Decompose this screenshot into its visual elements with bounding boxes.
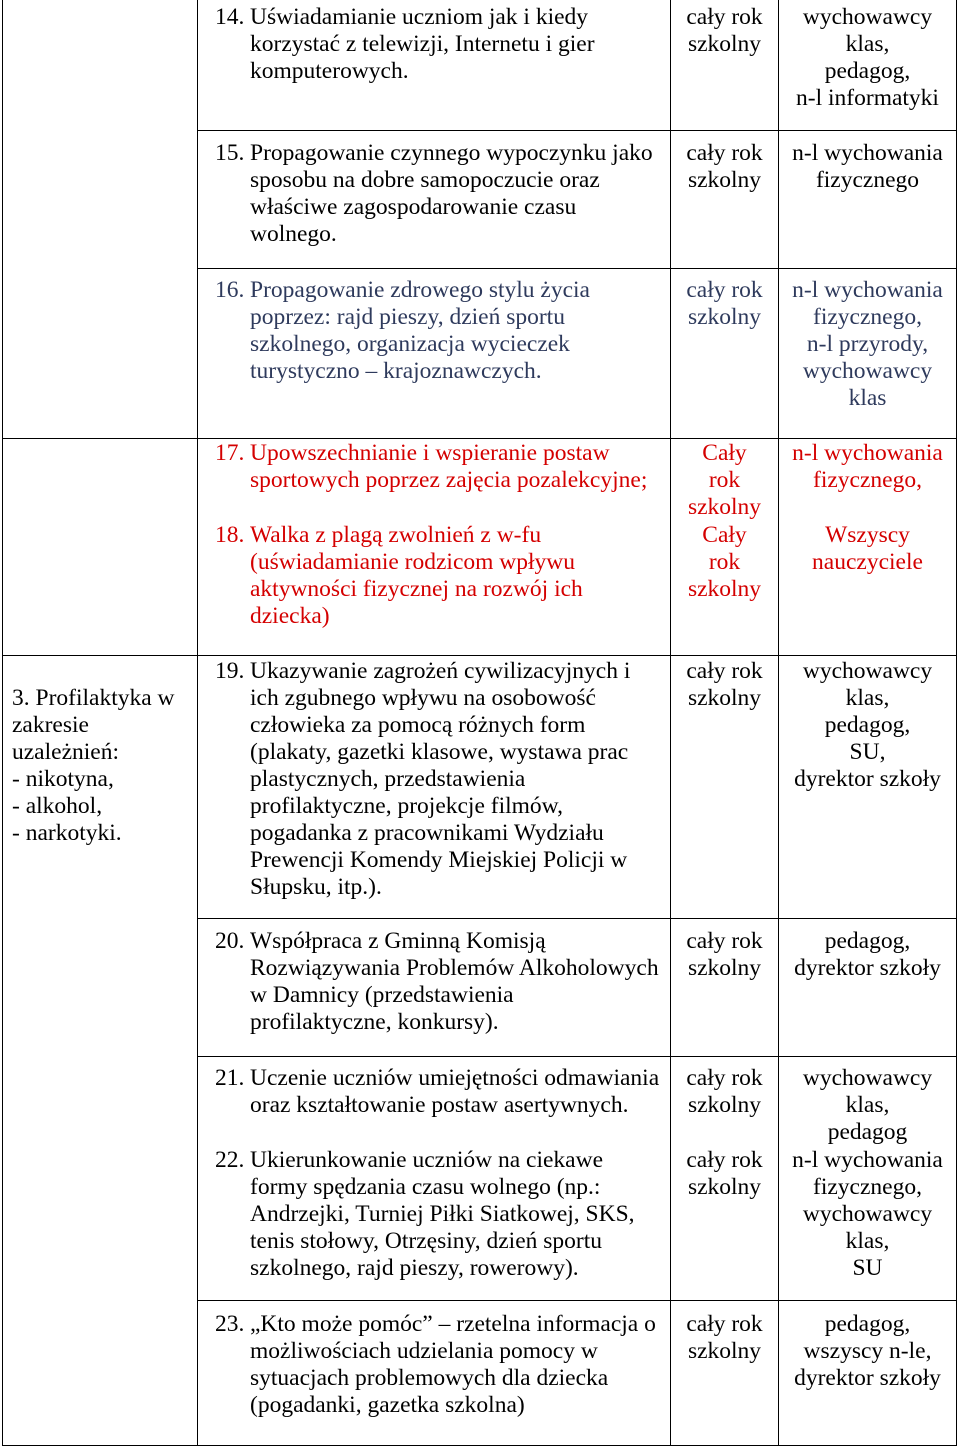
time-line: Cały [702,522,747,548]
task-line: Uświadamianie uczniom jak i kiedy [250,4,589,30]
task-number: 17. [215,440,245,466]
row-divider [197,918,957,919]
responsible-cell [779,928,956,982]
table-border-left [2,0,3,1446]
responsible-line: dyrektor szkoły [794,766,941,792]
responsible-line: Wszyscy [825,522,910,548]
task-line: Ukazywanie zagrożeń cywilizacyjnych i [250,658,631,684]
task-line: (plakaty, gazetki klasowe, wystawa prac [250,739,629,765]
task-16 [215,277,667,385]
time-line: szkolny [687,1338,762,1364]
task-line: Propagowanie zdrowego stylu życia [250,277,590,303]
task-line: plastycznych, przedstawienia [250,766,526,792]
time-line: cały rok [686,1311,763,1337]
time-line: szkolny [687,494,762,520]
responsible-line: pedagog, [824,928,911,954]
responsible-line: fizycznego, [813,1174,922,1200]
task-line: (uświadamianie rodzicom wpływu [250,549,575,575]
responsible-cell [779,140,956,194]
task-line: (pogadanki, gazetka szkolna) [250,1392,525,1418]
task-line: Współpraca z Gminną Komisją [250,928,546,954]
responsible-line: n-l wychowania [792,277,943,303]
task-line: właściwe zagospodarowanie czasu [250,194,577,220]
section-line: - alkohol, [12,793,103,819]
task-18 [215,522,667,630]
responsible-line: fizycznego, [813,304,922,330]
task-15 [215,140,667,248]
responsible-line: dyrektor szkoły [794,1365,941,1391]
responsible-cell [779,4,956,112]
time-cell [671,277,778,331]
task-number: 23. [215,1311,245,1337]
responsible-cell [779,440,956,494]
time-line: cały rok [686,928,763,954]
responsible-line: fizycznego, [813,467,922,493]
responsible-line: wszyscy n-le, [803,1338,932,1364]
task-line: poprzez: rajd pieszy, dzień sportu [250,304,565,330]
task-line: oraz kształtowanie postaw asertywnych. [250,1092,629,1118]
time-line: cały rok [686,277,763,303]
task-number: 22. [215,1147,245,1173]
task-19 [215,658,667,901]
task-line: sportowych poprzez zajęcia pozalekcyjne; [250,467,648,493]
responsible-line: klas, [845,31,890,57]
row-divider [2,655,957,656]
responsible-line: n-l wychowania [792,1147,943,1173]
time-cell [671,1147,778,1201]
task-line: korzystać z telewizji, Internetu i gier [250,31,595,57]
time-line: rok [708,549,741,575]
responsible-cell [779,277,956,412]
time-line: cały rok [686,658,763,684]
task-line: człowieka za pomocą różnych form [250,712,586,738]
task-20 [215,928,667,1036]
time-cell [671,928,778,982]
time-cell [671,522,778,603]
task-line: Upowszechnianie i wspieranie postaw [250,440,610,466]
section-line: - nikotyna, [12,766,114,792]
section-line: zakresie [12,712,89,738]
task-line: tenis stołowy, Otrzęsiny, dzień sportu [250,1228,603,1254]
table-border-bottom [2,1445,957,1446]
time-line: Cały [702,440,747,466]
task-line: sytuacjach problemowych dla dziecka [250,1365,609,1391]
time-line: szkolny [687,955,762,981]
time-cell [671,658,778,712]
responsible-line: wychowawcy [802,1201,933,1227]
responsible-line: klas, [845,1228,890,1254]
time-line: szkolny [687,685,762,711]
responsible-line: pedagog [827,1119,908,1145]
task-line: Rozwiązywania Problemów Alkoholowych [250,955,659,981]
time-line: cały rok [686,1065,763,1091]
responsible-line: klas, [845,1092,890,1118]
task-line: Walka z plagą zwolnień z w-fu [250,522,542,548]
responsible-line: dyrektor szkoły [794,955,941,981]
responsible-line: klas [848,385,887,411]
task-line: Uczenie uczniów umiejętności odmawiania [250,1065,660,1091]
task-number: 16. [215,277,245,303]
responsible-line: fizycznego [815,167,920,193]
responsible-line: SU [852,1255,883,1281]
task-line: wolnego. [250,221,337,247]
task-line: Andrzejki, Turniej Piłki Siatkowej, SKS, [250,1201,635,1227]
responsible-cell [779,1311,956,1392]
responsible-line: pedagog, [824,1311,911,1337]
time-line: szkolny [687,31,762,57]
responsible-line: pedagog, [824,58,911,84]
responsible-line: pedagog, [824,712,911,738]
task-line: w Damnicy (przedstawienia [250,982,514,1008]
task-line: profilaktyczne, projekcje filmów, [250,793,563,819]
responsible-line: nauczyciele [812,549,923,575]
task-22 [215,1147,667,1282]
section-line: - narkotyki. [12,820,122,846]
table-border-col2 [670,0,671,1446]
time-line: cały rok [686,140,763,166]
responsible-line: SU, [849,739,886,765]
responsible-line: wychowawcy [802,658,933,684]
section-line: 3. Profilaktyka w [12,685,175,711]
task-line: Prewencji Komendy Miejskiej Policji w [250,847,628,873]
task-line: Słupsku, itp.). [250,874,382,900]
task-14 [215,4,667,85]
row-divider [197,1300,957,1301]
time-line: szkolny [687,576,762,602]
responsible-cell [779,1065,956,1146]
row-divider [197,1056,957,1057]
task-line: możliwościach udzielania pomocy w [250,1338,598,1364]
time-line: rok [708,467,741,493]
task-line: sposobu na dobre samopoczucie oraz [250,167,600,193]
time-line: szkolny [687,1092,762,1118]
task-number: 15. [215,140,245,166]
task-line: turystyczno – krajoznawczych. [250,358,542,384]
task-line: profilaktyczne, konkursy). [250,1009,499,1035]
task-17 [215,440,667,494]
task-line: szkolnego, organizacja wycieczek [250,331,570,357]
task-line: formy spędzania czasu wolnego (np.: [250,1174,601,1200]
task-line: Propagowanie czynnego wypoczynku jako [250,140,653,166]
section-line: uzależnień: [12,739,119,765]
responsible-line: n-l wychowania [792,440,943,466]
responsible-cell [779,658,956,793]
task-line: szkolnego, rajd pieszy, rowerowy). [250,1255,579,1281]
responsible-cell [779,1147,956,1282]
task-number: 18. [215,522,245,548]
task-21 [215,1065,667,1119]
time-cell [671,1311,778,1365]
task-number: 19. [215,658,245,684]
time-cell [671,4,778,58]
task-line: Ukierunkowanie uczniów na ciekawe [250,1147,604,1173]
responsible-line: wychowawcy [802,4,933,30]
responsible-line: n-l informatyki [796,85,939,111]
row-divider [2,438,957,439]
table-border-col1 [197,0,198,1446]
row-divider [197,130,957,131]
section-label [12,685,194,847]
responsible-line: n-l wychowania [792,140,943,166]
task-line: aktywności fizycznej na rozwój ich [250,576,583,602]
table-border-right [956,0,957,1446]
time-line: szkolny [687,1174,762,1200]
task-line: „Kto może pomóc” – rzetelna informacja o [250,1311,656,1337]
task-23 [215,1311,667,1419]
task-line: dziecka) [250,603,330,629]
time-cell [671,1065,778,1119]
responsible-cell [779,522,956,576]
task-number: 14. [215,4,245,30]
task-line: pogadanka z pracownikami Wydziału [250,820,604,846]
time-line: szkolny [687,167,762,193]
time-line: szkolny [687,304,762,330]
responsible-line: klas, [845,685,890,711]
task-number: 21. [215,1065,245,1091]
time-line: cały rok [686,4,763,30]
time-cell [671,140,778,194]
task-line: ich zgubnego wpływu na osobowość [250,685,596,711]
responsible-line: wychowawcy [802,358,933,384]
responsible-line: n-l przyrody, [806,331,929,357]
task-number: 20. [215,928,245,954]
task-line: komputerowych. [250,58,409,84]
time-cell [671,440,778,521]
time-line: cały rok [686,1147,763,1173]
responsible-line: wychowawcy [802,1065,933,1091]
row-divider [197,268,957,269]
